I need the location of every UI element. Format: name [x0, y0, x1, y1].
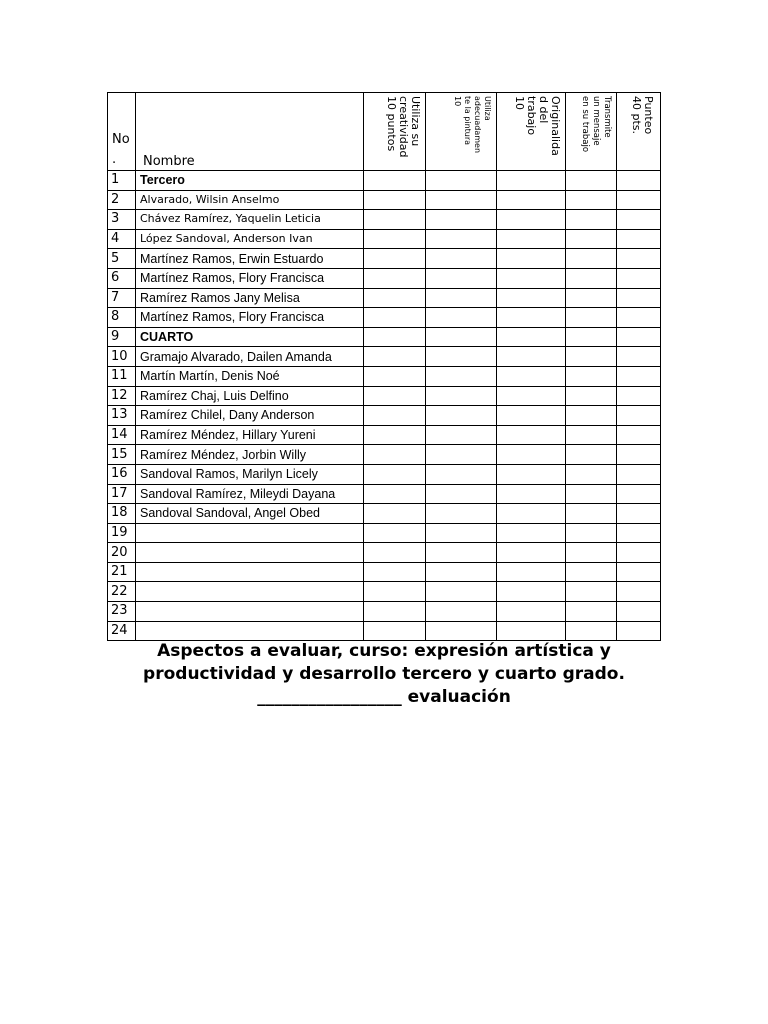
table-row — [108, 523, 661, 543]
score-total-cell — [617, 386, 661, 406]
score-cell — [566, 464, 617, 484]
row-number: 8 — [108, 308, 136, 328]
student-name: Ramírez Ramos Jany Melisa — [136, 288, 364, 308]
row-number: 3 — [108, 210, 136, 230]
score-cell — [426, 327, 497, 347]
score-cell — [566, 249, 617, 269]
student-name: Ramírez Méndez, Jorbin Willy — [136, 445, 364, 465]
header-criterion-pintura-label: Utiliza adecuadamen te la pintura 10 — [453, 96, 492, 154]
row-number: 10 — [108, 347, 136, 367]
score-cell — [364, 268, 426, 288]
table-row — [108, 268, 661, 288]
row-number: 16 — [108, 464, 136, 484]
score-cell — [566, 171, 617, 191]
score-cell — [364, 582, 426, 602]
row-number: 19 — [108, 523, 136, 543]
table-row — [108, 464, 661, 484]
score-cell — [364, 288, 426, 308]
score-total-cell — [617, 523, 661, 543]
table-row — [108, 602, 661, 622]
caption-line-2: productividad y desarrollo tercero y cuarto grado. — [143, 664, 625, 684]
score-cell — [497, 425, 566, 445]
score-cell — [426, 268, 497, 288]
student-name: Sandoval Ramos, Marilyn Licely — [136, 464, 364, 484]
row-number: 24 — [108, 621, 136, 641]
score-cell — [426, 210, 497, 230]
score-cell — [426, 288, 497, 308]
score-total-cell — [617, 210, 661, 230]
score-cell — [566, 543, 617, 563]
score-cell — [364, 190, 426, 210]
table-row — [108, 327, 661, 347]
table-row — [108, 347, 661, 367]
score-total-cell — [617, 504, 661, 524]
score-total-cell — [617, 249, 661, 269]
student-name — [136, 543, 364, 563]
score-cell — [497, 347, 566, 367]
row-number: 5 — [108, 249, 136, 269]
score-cell — [497, 445, 566, 465]
score-total-cell — [617, 445, 661, 465]
row-number: 17 — [108, 484, 136, 504]
row-number: 15 — [108, 445, 136, 465]
header-criterion-mensaje-label: Transmite un mensaje en su trabajo — [580, 96, 612, 153]
score-cell — [497, 229, 566, 249]
score-cell — [426, 229, 497, 249]
score-cell — [364, 602, 426, 622]
score-total-cell — [617, 425, 661, 445]
score-cell — [364, 210, 426, 230]
score-cell — [426, 425, 497, 445]
score-cell — [497, 327, 566, 347]
score-cell — [364, 327, 426, 347]
score-total-cell — [617, 288, 661, 308]
score-cell — [497, 249, 566, 269]
score-total-cell — [617, 464, 661, 484]
table-row — [108, 190, 661, 210]
student-name — [136, 621, 364, 641]
score-cell — [497, 308, 566, 328]
table-row — [108, 484, 661, 504]
table-row — [108, 171, 661, 191]
row-number: 13 — [108, 406, 136, 426]
score-cell — [426, 582, 497, 602]
score-cell — [426, 484, 497, 504]
student-name — [136, 582, 364, 602]
score-total-cell — [617, 190, 661, 210]
score-cell — [566, 288, 617, 308]
score-cell — [566, 504, 617, 524]
score-cell — [426, 347, 497, 367]
score-cell — [566, 327, 617, 347]
header-nombre: Nombre — [136, 93, 364, 171]
student-name: Chávez Ramírez, Yaquelin Leticia — [136, 210, 364, 230]
score-cell — [497, 366, 566, 386]
header-criterion-creatividad-label: Utiliza su creatividad 10 puntos — [385, 96, 422, 158]
score-cell — [497, 621, 566, 641]
table-row — [108, 406, 661, 426]
student-name: Ramírez Méndez, Hillary Yureni — [136, 425, 364, 445]
row-number: 21 — [108, 562, 136, 582]
score-cell — [364, 464, 426, 484]
score-total-cell — [617, 484, 661, 504]
score-cell — [497, 171, 566, 191]
score-cell — [364, 171, 426, 191]
score-cell — [566, 445, 617, 465]
table-row — [108, 425, 661, 445]
score-cell — [566, 308, 617, 328]
student-name: Martínez Ramos, Erwin Estuardo — [136, 249, 364, 269]
table-row — [108, 308, 661, 328]
score-cell — [364, 543, 426, 563]
score-cell — [364, 621, 426, 641]
table-row — [108, 386, 661, 406]
score-cell — [566, 523, 617, 543]
score-cell — [497, 504, 566, 524]
table-caption — [100, 640, 668, 709]
student-name: Sandoval Sandoval, Angel Obed — [136, 504, 364, 524]
score-cell — [566, 621, 617, 641]
table-row — [108, 210, 661, 230]
row-number: 14 — [108, 425, 136, 445]
score-cell — [426, 366, 497, 386]
score-cell — [426, 171, 497, 191]
score-cell — [497, 288, 566, 308]
score-cell — [566, 268, 617, 288]
header-no: No . — [108, 93, 136, 171]
section-label: CUARTO — [136, 327, 364, 347]
row-number: 12 — [108, 386, 136, 406]
score-cell — [426, 543, 497, 563]
student-name: Alvarado, Wilsin Anselmo — [136, 190, 364, 210]
score-cell — [497, 210, 566, 230]
row-number: 20 — [108, 543, 136, 563]
row-number: 2 — [108, 190, 136, 210]
score-cell — [566, 366, 617, 386]
header-punteo-label: Punteo 40 pts. — [630, 96, 655, 135]
score-cell — [426, 621, 497, 641]
score-cell — [426, 249, 497, 269]
score-cell — [364, 386, 426, 406]
row-number: 18 — [108, 504, 136, 524]
score-total-cell — [617, 229, 661, 249]
score-total-cell — [617, 621, 661, 641]
score-total-cell — [617, 543, 661, 563]
score-total-cell — [617, 171, 661, 191]
header-row — [108, 93, 661, 171]
score-total-cell — [617, 327, 661, 347]
student-name: Martínez Ramos, Flory Francisca — [136, 268, 364, 288]
header-criterion-mensaje — [566, 93, 617, 171]
score-cell — [566, 406, 617, 426]
score-total-cell — [617, 582, 661, 602]
table-row — [108, 229, 661, 249]
row-number: 1 — [108, 171, 136, 191]
score-cell — [426, 445, 497, 465]
score-total-cell — [617, 347, 661, 367]
score-cell — [426, 190, 497, 210]
score-total-cell — [617, 268, 661, 288]
section-label: Tercero — [136, 171, 364, 191]
student-name: Ramírez Chilel, Dany Anderson — [136, 406, 364, 426]
score-total-cell — [617, 366, 661, 386]
table-row — [108, 562, 661, 582]
score-cell — [497, 523, 566, 543]
table-row — [108, 288, 661, 308]
table-row — [108, 249, 661, 269]
student-name — [136, 602, 364, 622]
score-total-cell — [617, 406, 661, 426]
score-cell — [566, 190, 617, 210]
score-cell — [497, 562, 566, 582]
student-name: López Sandoval, Anderson Ivan — [136, 229, 364, 249]
table-row — [108, 504, 661, 524]
score-cell — [497, 268, 566, 288]
score-cell — [364, 425, 426, 445]
score-cell — [426, 504, 497, 524]
score-cell — [364, 366, 426, 386]
score-cell — [497, 602, 566, 622]
score-cell — [426, 406, 497, 426]
score-cell — [364, 484, 426, 504]
table-row — [108, 582, 661, 602]
score-cell — [566, 386, 617, 406]
row-number: 7 — [108, 288, 136, 308]
score-total-cell — [617, 308, 661, 328]
score-cell — [497, 386, 566, 406]
score-cell — [364, 562, 426, 582]
score-cell — [566, 210, 617, 230]
score-cell — [497, 484, 566, 504]
header-criterion-originalidad — [497, 93, 566, 171]
score-cell — [497, 543, 566, 563]
student-name: Ramírez Chaj, Luis Delfino — [136, 386, 364, 406]
score-cell — [566, 562, 617, 582]
score-cell — [364, 406, 426, 426]
caption-line-3: _________________ evaluación — [257, 687, 511, 707]
header-criterion-pintura — [426, 93, 497, 171]
score-cell — [497, 582, 566, 602]
score-total-cell — [617, 602, 661, 622]
row-number: 9 — [108, 327, 136, 347]
score-cell — [566, 347, 617, 367]
table-row — [108, 366, 661, 386]
score-cell — [364, 229, 426, 249]
score-cell — [497, 190, 566, 210]
header-criterion-originalidad-label: Originalida d del trabajo 10 — [513, 96, 562, 156]
row-number: 22 — [108, 582, 136, 602]
score-cell — [426, 308, 497, 328]
score-total-cell — [617, 562, 661, 582]
header-punteo — [617, 93, 661, 171]
student-name: Gramajo Alvarado, Dailen Amanda — [136, 347, 364, 367]
row-number: 23 — [108, 602, 136, 622]
student-name: Martínez Ramos, Flory Francisca — [136, 308, 364, 328]
row-number: 11 — [108, 366, 136, 386]
score-cell — [364, 308, 426, 328]
row-number: 6 — [108, 268, 136, 288]
score-cell — [364, 504, 426, 524]
caption-line-1: Aspectos a evaluar, curso: expresión artística y — [157, 641, 611, 661]
header-criterion-creatividad — [364, 93, 426, 171]
score-cell — [364, 347, 426, 367]
score-cell — [426, 602, 497, 622]
table-row — [108, 543, 661, 563]
table-row — [108, 621, 661, 641]
score-cell — [497, 406, 566, 426]
score-cell — [426, 562, 497, 582]
score-cell — [364, 445, 426, 465]
student-name — [136, 523, 364, 543]
score-cell — [566, 582, 617, 602]
score-cell — [566, 484, 617, 504]
score-cell — [364, 249, 426, 269]
row-number: 4 — [108, 229, 136, 249]
score-cell — [364, 523, 426, 543]
evaluation-table — [107, 92, 661, 641]
table-row — [108, 445, 661, 465]
score-cell — [566, 602, 617, 622]
score-cell — [497, 464, 566, 484]
student-name — [136, 562, 364, 582]
score-cell — [426, 386, 497, 406]
score-cell — [426, 464, 497, 484]
score-cell — [566, 229, 617, 249]
student-name: Martín Martín, Denis Noé — [136, 366, 364, 386]
score-cell — [566, 425, 617, 445]
student-name: Sandoval Ramírez, Mileydi Dayana — [136, 484, 364, 504]
score-cell — [426, 523, 497, 543]
